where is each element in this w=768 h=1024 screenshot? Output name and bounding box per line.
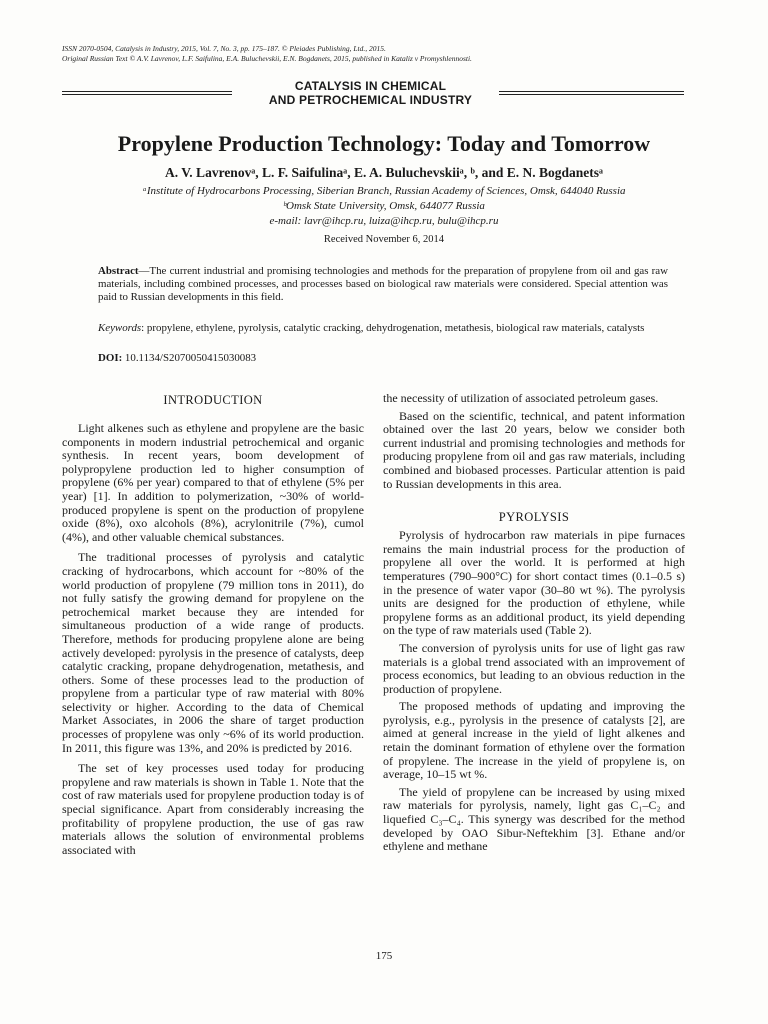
author-emails: e-mail: lavr@ihcp.ru, luiza@ihcp.ru, bulu@ihcp.ru xyxy=(269,215,499,227)
article-title: Propylene Production Technology: Today and Tomorrow xyxy=(117,131,651,156)
keywords-text: : propylene, ethylene, pyrolysis, catalytic cracking, dehydrogenation, metathesis, biological raw materials, catalysts xyxy=(141,322,645,334)
keywords-label: Keywords xyxy=(98,322,142,334)
pyrolysis-paragraph-4: The yield of propylene can be increased by using mixed raw materials for pyrolysis, namely, light gas C₁–C₂ and liquefied C₃–C₄. This synergy was described for the method developed by OAO Sibur-Neftekhim [3]. Ethane and/or ethylene and methane xyxy=(383,784,685,854)
doi xyxy=(98,352,668,365)
pyrolysis-paragraph-3: The proposed methods of updating and improving the pyrolysis, e.g., pyrolysis in the presence of catalysts [2], are aimed at general increase in the yield of light alkenes and retain the dominant formation of ethylene over the formation of propylene. The increase in the yield of propylene is, on average, 10–15 wt %. xyxy=(383,699,685,782)
journal-header xyxy=(62,44,702,64)
pyrolysis-paragraph-2: The conversion of pyrolysis units for use of light gas raw materials is a global trend associated with an improvement of process economics, but leading to an obvious reduction in the production of propylene. xyxy=(383,640,685,696)
doi-value: 10.1134/S2070050415030083 xyxy=(122,352,257,364)
affiliation-a: ᵃInstitute of Hydrocarbons Processing, Siberian Branch, Russian Academy of Sciences, Omsk, 644040 Russia xyxy=(142,185,626,197)
intro-paragraph-4: Based on the scientific, technical, and patent information obtained over the last 20 years, below we consider both current industrial and promising technologies and methods for producing propylene from oil and gas raw materials, including combined and biobased processes. Particular attention is paid to Russian developments in this area. xyxy=(383,408,685,491)
intro-paragraph-continued: the necessity of utilization of associated petroleum gases. xyxy=(383,391,659,405)
section-title xyxy=(242,79,499,107)
keywords xyxy=(98,322,668,335)
issn-line: ISSN 2070-0504, Catalysis in Industry, 2015, Vol. 7, No. 3, pp. 175–187. © Pleiades Publishing, Ltd., 2015. xyxy=(62,44,386,53)
original-text-line: Original Russian Text © A.V. Lavrenov, L.F. Saifulina, E.A. Buluchevskii, E.N. Bogdanets, 2015, published in Kataliz v Promyshlennosti. xyxy=(62,54,472,63)
section-heading xyxy=(62,79,684,109)
abstract xyxy=(98,265,668,303)
received-date: Received November 6, 2014 xyxy=(323,234,445,245)
pyrolysis-paragraph-1: Pyrolysis of hydrocarbon raw materials in pipe furnaces remains the main industrial process for the production of propylene all over the world. It is performed at high temperatures (790–900°C) for short contact times (0.1–0.5 s) in the presence of water vapor (30–80 wt %). The pyrolysis units are designed for the production of ethylene, while propylene forms as an additional product, its yield depending on the type of raw materials used (Table 2). xyxy=(383,528,685,638)
article-authors: A. V. Lavrenovᵃ, L. F. Saifulinaᵃ, E. A. Buluchevskiiᵃ, ᵇ, and E. N. Bogdanetsᵃ xyxy=(165,165,603,180)
section-rule-left xyxy=(62,91,232,95)
right-column xyxy=(383,392,685,854)
section-rule-right xyxy=(499,91,684,95)
intro-paragraph-3: The set of key processes used today for producing propylene and raw materials is shown in Table 1. Note that the cost of raw materials used for propylene production today is of special significance. Apart from considerably increasing the profitability of propylene production, the use of gas raw materials allows the solution of environmental problems associated with xyxy=(62,761,364,857)
affiliation-b: ᵇOmsk State University, Omsk, 644077 Russia xyxy=(283,200,485,212)
intro-paragraph-2: The traditional processes of pyrolysis and catalytic cracking of hydrocarbons, which account for ~80% of the world production of propylene (79 million tons in 2011), do not fully satisfy the growing demand for propylene on the petrochemical market because they are intended for simultaneous production of a wide range of products. Therefore, methods for producing propylene alone are being actively developed: pyrolysis in the presence of catalysts, deep catalytic cracking, propane dehydrogenation, metathesis, and others. Some of these processes lead to the production of propylene from a particular type of raw material with 80% selectivity or higher. According to the data of Chemical Market Associates, in 2006 the share of target production processes of propylene was only ~6% of its world production. In 2011, this figure was 13%, and 20% is predicted by 2016. xyxy=(62,550,364,755)
section-title-line1: CATALYSIS IN CHEMICAL xyxy=(294,79,447,93)
section-title-line2: AND PETROCHEMICAL INDUSTRY xyxy=(268,93,473,107)
intro-paragraph-1: Light alkenes such as ethylene and propylene are the basic components in modern industrial petrochemical and organic synthesis. In recent years, boom development of polypropylene production led to higher consumption of propylene (6% per year) compared to that of ethylene (5% per year) [1]. In addition to polymerization, ~30% of world-produced propylene is spent on the production of propylene oxide (8%), oxo alcohols (8%), acrylonitrile (7%), cumol (4%), and other valuable chemical substances. xyxy=(62,421,364,544)
abstract-label: Abstract xyxy=(98,265,139,277)
heading-introduction: INTRODUCTION xyxy=(163,393,263,407)
left-column xyxy=(62,392,364,857)
doi-label: DOI: xyxy=(98,352,123,364)
heading-pyrolysis: PYROLYSIS xyxy=(498,510,570,525)
page-number: 175 xyxy=(375,950,393,962)
abstract-text: —The current industrial and promising technologies and methods for the preparation of propylene from oil and gas raw materials, including combined processes, and processes based on biological raw materials were considered. Special attention was paid to Russian developments in this field. xyxy=(98,265,668,303)
